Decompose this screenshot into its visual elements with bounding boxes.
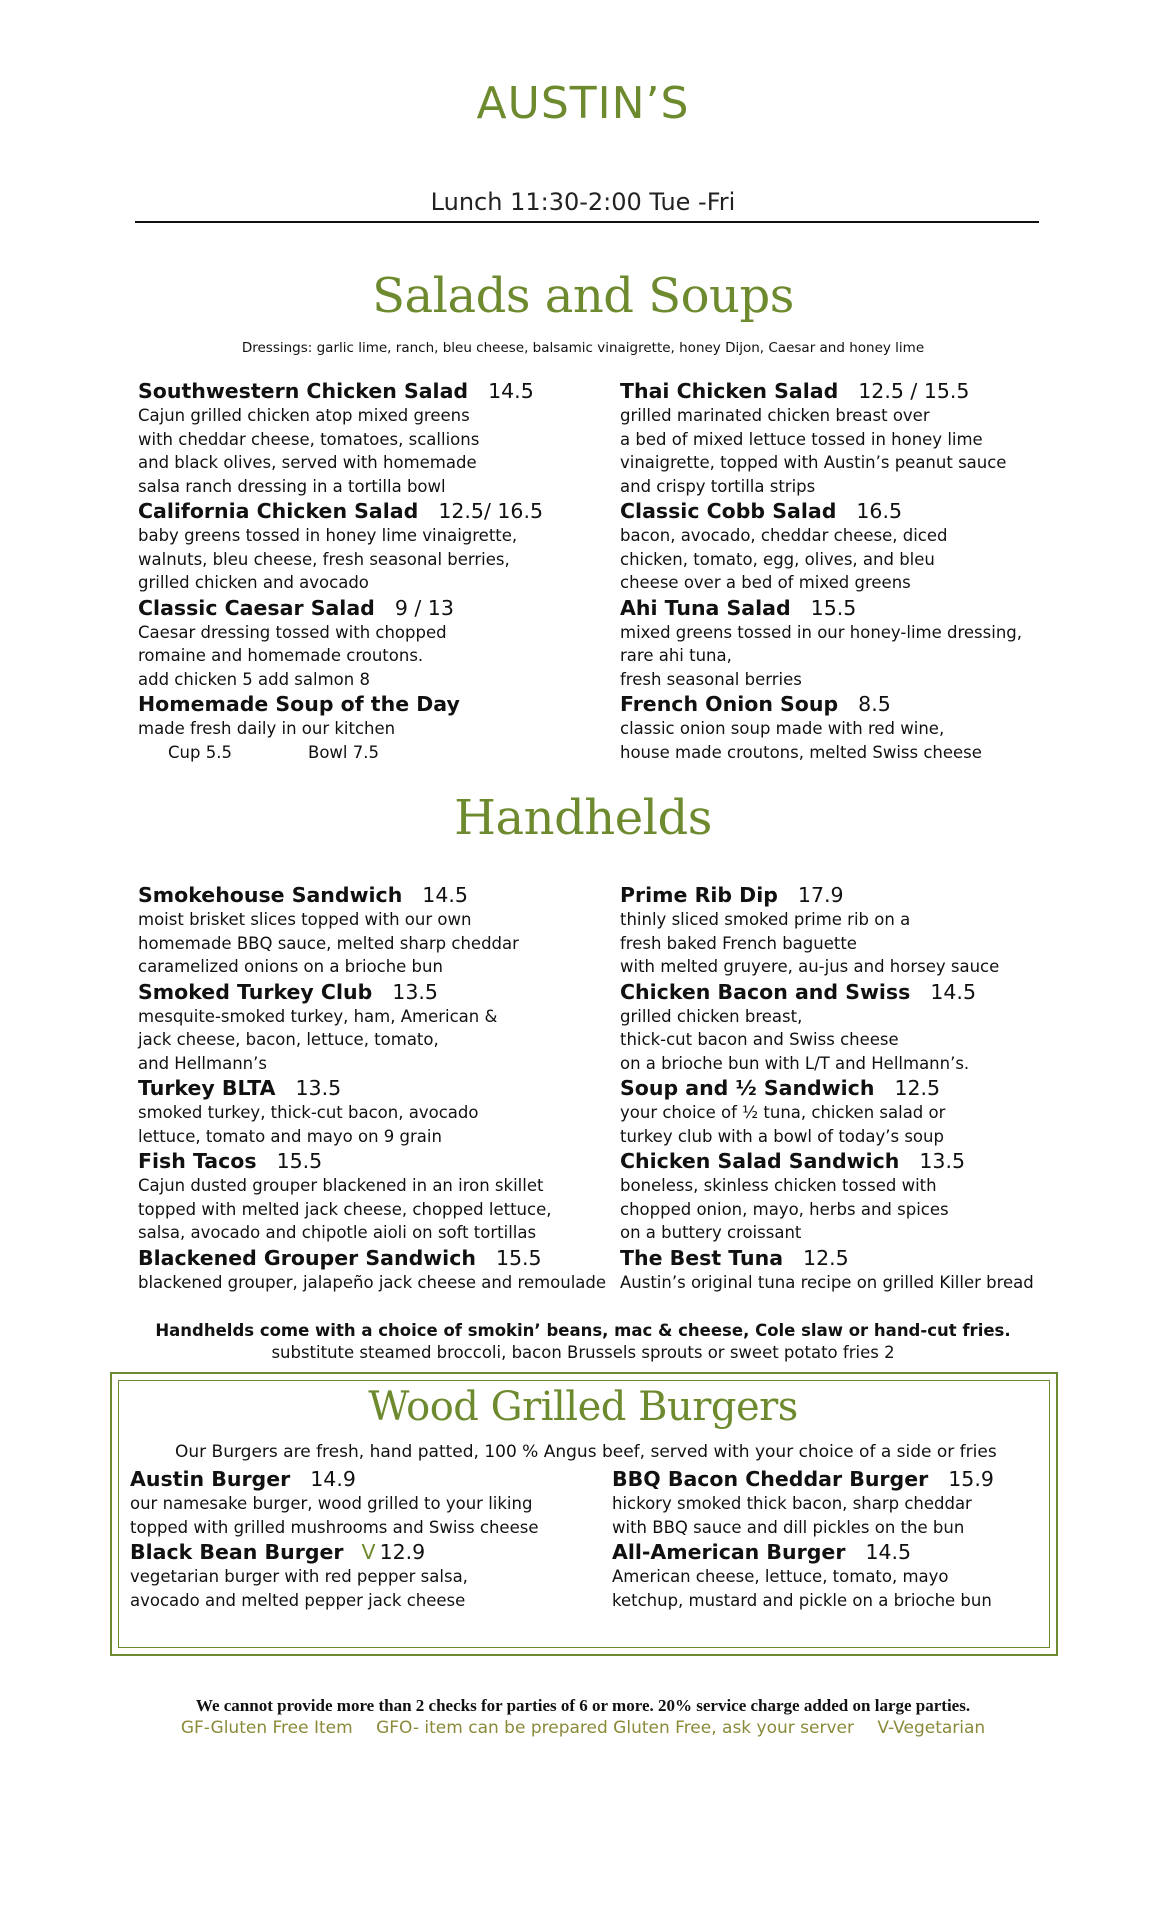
menu-item bbox=[138, 595, 568, 692]
menu-item-description: salsa, avocado and chipotle aioli on soft tortillas bbox=[138, 1223, 537, 1242]
burgers-right-column bbox=[612, 1466, 1042, 1612]
menu-item-title bbox=[620, 979, 1050, 1005]
menu-item-name: Ahi Tuna Salad bbox=[620, 595, 791, 620]
menu-item-description: house made croutons, melted Swiss cheese bbox=[620, 742, 982, 762]
menu-item-description: bacon, avocado, cheddar cheese, diced bbox=[620, 526, 948, 545]
menu-item-description: Austin’s original tuna recipe on grilled Killer bread bbox=[620, 1272, 1034, 1292]
menu-item-name: The Best Tuna bbox=[620, 1245, 784, 1270]
menu-item-description: American cheese, lettuce, tomato, mayo bbox=[612, 1567, 949, 1586]
menu-item bbox=[138, 378, 568, 498]
menu-item-price: 14.5 bbox=[422, 883, 468, 907]
menu-item bbox=[138, 1148, 568, 1245]
vegetarian-tag: V bbox=[361, 1540, 376, 1564]
menu-item-title bbox=[620, 1148, 1050, 1174]
salads-right-column bbox=[620, 378, 1050, 764]
menu-item bbox=[620, 1245, 1050, 1295]
menu-item-title bbox=[612, 1466, 1042, 1492]
menu-item-title bbox=[130, 1539, 560, 1565]
menu-item-description: our namesake burger, wood grilled to your liking bbox=[130, 1494, 533, 1513]
menu-item-option: add chicken 5 bbox=[138, 669, 253, 689]
menu-item-title bbox=[620, 595, 1050, 621]
menu-item-price: 13.5 bbox=[392, 979, 438, 1004]
menu-item-option: Cup 5.5 bbox=[168, 742, 232, 762]
menu-item-description: rare ahi tuna, bbox=[620, 646, 732, 665]
menu-item-description: on a buttery croissant bbox=[620, 1223, 802, 1242]
menu-item-price: 14.5 bbox=[488, 379, 534, 403]
menu-item-description: made fresh daily in our kitchen bbox=[138, 719, 396, 738]
menu-item-description: a bed of mixed lettuce tossed in honey lime bbox=[620, 429, 983, 449]
menu-item-description: jack cheese, bacon, lettuce, tomato, bbox=[138, 1030, 439, 1049]
menu-item bbox=[138, 882, 568, 979]
menu-item-price: 8.5 bbox=[858, 692, 891, 716]
menu-item-option: add salmon 8 bbox=[258, 669, 370, 689]
section-heading-handhelds: Handhelds bbox=[454, 790, 712, 846]
menu-item bbox=[612, 1539, 1042, 1612]
menu-item-description: thick-cut bacon and Swiss cheese bbox=[620, 1030, 899, 1049]
menu-item-price: 16.5 bbox=[856, 499, 903, 523]
menu-item-title bbox=[620, 882, 1050, 908]
menu-item-description: Caesar dressing tossed with chopped bbox=[138, 622, 447, 642]
menu-item bbox=[620, 595, 1050, 692]
menu-item-name: Smokehouse Sandwich bbox=[138, 883, 403, 907]
menu-item-title bbox=[138, 979, 568, 1005]
menu-item-description: smoked turkey, thick-cut bacon, avocado bbox=[138, 1103, 479, 1122]
menu-item-description: moist brisket slices topped with our own bbox=[138, 910, 472, 929]
menu-item-description: walnuts, bleu cheese, fresh seasonal berries, bbox=[138, 549, 510, 569]
menu-item-description: fresh seasonal berries bbox=[620, 669, 802, 689]
menu-item-name: Classic Caesar Salad bbox=[138, 595, 375, 620]
menu-item-name: Black Bean Burger bbox=[130, 1540, 344, 1564]
menu-item-name: Homemade Soup of the Day bbox=[138, 692, 460, 716]
lunch-hours: Lunch 11:30-2:00 Tue -Fri bbox=[430, 188, 736, 216]
burgers-left-column bbox=[130, 1466, 560, 1612]
menu-item bbox=[620, 1075, 1050, 1148]
menu-item bbox=[138, 691, 568, 764]
menu-item-description: and black olives, served with homemade bbox=[138, 453, 477, 472]
menu-item-title bbox=[138, 691, 568, 717]
menu-item-price: 15.9 bbox=[948, 1467, 994, 1491]
menu-item-title bbox=[138, 882, 568, 908]
menu-item-description: topped with grilled mushrooms and Swiss cheese bbox=[130, 1517, 539, 1537]
menu-item-name: Smoked Turkey Club bbox=[138, 979, 373, 1004]
menu-item-price: 9 / 13 bbox=[394, 595, 454, 620]
menu-item-price: 13.5 bbox=[919, 1149, 966, 1173]
menu-item bbox=[620, 882, 1050, 979]
legend-vegetarian: V-Vegetarian bbox=[877, 1718, 986, 1738]
menu-item-description: lettuce, tomato and mayo on 9 grain bbox=[138, 1126, 442, 1146]
menu-item-price: 12.9 bbox=[379, 1540, 426, 1564]
sides-substitute-text: substitute steamed broccoli, bacon Brussels sprouts or sweet potato fries 2 bbox=[271, 1343, 895, 1362]
dressings-note: Dressings: garlic lime, ranch, bleu cheese, balsamic vinaigrette, honey Dijon, Caesar and honey lime bbox=[241, 340, 925, 356]
menu-item-title bbox=[138, 1148, 568, 1174]
menu-item-title bbox=[620, 498, 1050, 524]
check-policy-note: We cannot provide more than 2 checks for parties of 6 or more. 20% service charge added on large parties. bbox=[195, 1696, 971, 1715]
menu-item-description: Cajun dusted grouper blackened in an iron skillet bbox=[138, 1176, 544, 1195]
menu-item-name: French Onion Soup bbox=[620, 692, 839, 716]
menu-item bbox=[130, 1539, 560, 1612]
menu-item-price: 12.5 bbox=[894, 1076, 941, 1100]
menu-item-description: ketchup, mustard and pickle on a brioche bun bbox=[612, 1590, 992, 1610]
handhelds-sides-note bbox=[0, 1320, 1166, 1364]
menu-item-name: Chicken Bacon and Swiss bbox=[620, 979, 911, 1004]
menu-item-price: 12.5 / 15.5 bbox=[858, 379, 970, 403]
menu-item bbox=[138, 1075, 568, 1148]
menu-item bbox=[620, 378, 1050, 498]
menu-item-title bbox=[130, 1466, 560, 1492]
menu-item-title bbox=[620, 691, 1050, 717]
menu-item-title bbox=[612, 1539, 1042, 1565]
restaurant-name: AUSTIN’S bbox=[476, 78, 690, 129]
menu-item-price: 15.5 bbox=[495, 1245, 542, 1270]
menu-item-description: and crispy tortilla strips bbox=[620, 476, 816, 496]
menu-item-description: topped with melted jack cheese, chopped lettuce, bbox=[138, 1199, 552, 1219]
sides-choice-text: Handhelds come with a choice of smokin’ beans, mac & cheese, Cole slaw or hand-cut fries. bbox=[155, 1321, 1011, 1340]
menu-item-title bbox=[138, 1245, 568, 1271]
section-heading-burgers: Wood Grilled Burgers bbox=[368, 1384, 798, 1430]
menu-item-price: 12.5/ 16.5 bbox=[438, 499, 544, 523]
menu-item-name: Chicken Salad Sandwich bbox=[620, 1149, 900, 1173]
menu-item-description: chopped onion, mayo, herbs and spices bbox=[620, 1199, 949, 1219]
menu-item-description: chicken, tomato, egg, olives, and bleu bbox=[620, 549, 935, 569]
menu-item-name: Classic Cobb Salad bbox=[620, 499, 837, 523]
menu-item-price: 14.9 bbox=[310, 1467, 356, 1491]
menu-item-name: California Chicken Salad bbox=[138, 499, 419, 523]
handhelds-left-column bbox=[138, 882, 607, 1294]
menu-item-title bbox=[138, 498, 568, 524]
menu-item-description: and Hellmann’s bbox=[138, 1053, 267, 1073]
menu-item bbox=[138, 498, 568, 595]
menu-item-description: caramelized onions on a brioche bun bbox=[138, 957, 443, 976]
menu-item-description: cheese over a bed of mixed greens bbox=[620, 573, 911, 592]
menu-item bbox=[620, 979, 1050, 1076]
menu-item-description: with cheddar cheese, tomatoes, scallions bbox=[138, 429, 480, 449]
menu-item bbox=[130, 1466, 560, 1539]
menu-item-name: All-American Burger bbox=[612, 1540, 846, 1564]
menu-item-description: avocado and melted pepper jack cheese bbox=[130, 1590, 466, 1610]
menu-item-name: Fish Tacos bbox=[138, 1149, 257, 1173]
menu-item-description: vinaigrette, topped with Austin’s peanut sauce bbox=[620, 453, 1007, 472]
menu-item-description: Cajun grilled chicken atop mixed greens bbox=[138, 406, 470, 425]
menu-item-name: Prime Rib Dip bbox=[620, 883, 778, 907]
menu-item-name: Thai Chicken Salad bbox=[620, 379, 839, 403]
menu-item bbox=[620, 691, 1050, 764]
menu-item-description: mixed greens tossed in our honey-lime dressing, bbox=[620, 622, 1023, 642]
header-divider bbox=[135, 221, 1039, 223]
dietary-legend bbox=[0, 1718, 1166, 1738]
menu-item-description: salsa ranch dressing in a tortilla bowl bbox=[138, 476, 446, 496]
menu-item-title bbox=[138, 1075, 568, 1101]
menu-item-price: 15.5 bbox=[810, 595, 857, 620]
menu-item-description: boneless, skinless chicken tossed with bbox=[620, 1176, 937, 1195]
menu-item-description: grilled chicken and avocado bbox=[138, 573, 369, 592]
menu-item-price: 12.5 bbox=[803, 1245, 849, 1270]
menu-item-name: Blackened Grouper Sandwich bbox=[138, 1245, 476, 1270]
menu-item bbox=[620, 1148, 1050, 1245]
section-heading-salads: Salads and Soups bbox=[372, 268, 794, 324]
menu-item-description: turkey club with a bowl of today’s soup bbox=[620, 1126, 944, 1146]
menu-item-description: romaine and homemade croutons. bbox=[138, 646, 424, 665]
menu-item bbox=[620, 498, 1050, 595]
menu-item-name: BBQ Bacon Cheddar Burger bbox=[612, 1467, 929, 1491]
menu-item-description: baby greens tossed in honey lime vinaigrette, bbox=[138, 526, 518, 545]
menu-item-description: thinly sliced smoked prime rib on a bbox=[620, 910, 911, 929]
menu-item-title bbox=[620, 1075, 1050, 1101]
menu-item-options bbox=[138, 668, 568, 692]
menu-item bbox=[138, 979, 568, 1076]
menu-item-price: 17.9 bbox=[797, 883, 844, 907]
menu-item-name: Soup and ½ Sandwich bbox=[620, 1076, 875, 1100]
menu-item-price: 14.5 bbox=[930, 979, 976, 1004]
menu-item-description: your choice of ½ tuna, chicken salad or bbox=[620, 1103, 946, 1122]
menu-item-description: blackened grouper, jalapeño jack cheese and remoulade bbox=[138, 1272, 607, 1292]
menu-item-price: 14.5 bbox=[865, 1540, 912, 1564]
menu-item-description: vegetarian burger with red pepper salsa, bbox=[130, 1567, 468, 1586]
menu-item-description: grilled marinated chicken breast over bbox=[620, 406, 930, 425]
menu-item bbox=[138, 1245, 607, 1295]
menu-item-description: on a brioche bun with L/T and Hellmann’s. bbox=[620, 1053, 970, 1073]
salads-left-column bbox=[138, 378, 568, 764]
menu-item-description: fresh baked French baguette bbox=[620, 933, 857, 953]
handhelds-right-column bbox=[620, 882, 1050, 1294]
menu-item-price: 15.5 bbox=[276, 1149, 323, 1173]
menu-item-description: with melted gruyere, au-jus and horsey sauce bbox=[620, 957, 1000, 976]
menu-item-title bbox=[138, 378, 568, 404]
menu-item bbox=[612, 1466, 1042, 1539]
menu-item-description: mesquite-smoked turkey, ham, American & bbox=[138, 1006, 498, 1026]
menu-item-name: Southwestern Chicken Salad bbox=[138, 379, 469, 403]
menu-item-description: homemade BBQ sauce, melted sharp cheddar bbox=[138, 933, 519, 953]
menu-item-name: Turkey BLTA bbox=[138, 1076, 276, 1100]
menu-item-description: with BBQ sauce and dill pickles on the bun bbox=[612, 1517, 965, 1537]
menu-item-title bbox=[620, 1245, 1050, 1271]
menu-item-name: Austin Burger bbox=[130, 1467, 291, 1491]
burgers-intro: Our Burgers are fresh, hand patted, 100 % Angus beef, served with your choice of a side or fries bbox=[175, 1442, 997, 1462]
menu-item-title bbox=[620, 378, 1050, 404]
legend-gluten-free-option: GFO- item can be prepared Gluten Free, ask your server bbox=[376, 1718, 854, 1738]
legend-gluten-free: GF-Gluten Free Item bbox=[180, 1718, 353, 1738]
menu-item-description: grilled chicken breast, bbox=[620, 1006, 803, 1026]
menu-item-title bbox=[138, 595, 568, 621]
menu-item-description: hickory smoked thick bacon, sharp cheddar bbox=[612, 1494, 972, 1513]
menu-item-price: 13.5 bbox=[295, 1076, 342, 1100]
menu-item-option: Bowl 7.5 bbox=[308, 742, 379, 762]
menu-item-options bbox=[138, 741, 568, 765]
menu-item-description: classic onion soup made with red wine, bbox=[620, 719, 945, 738]
